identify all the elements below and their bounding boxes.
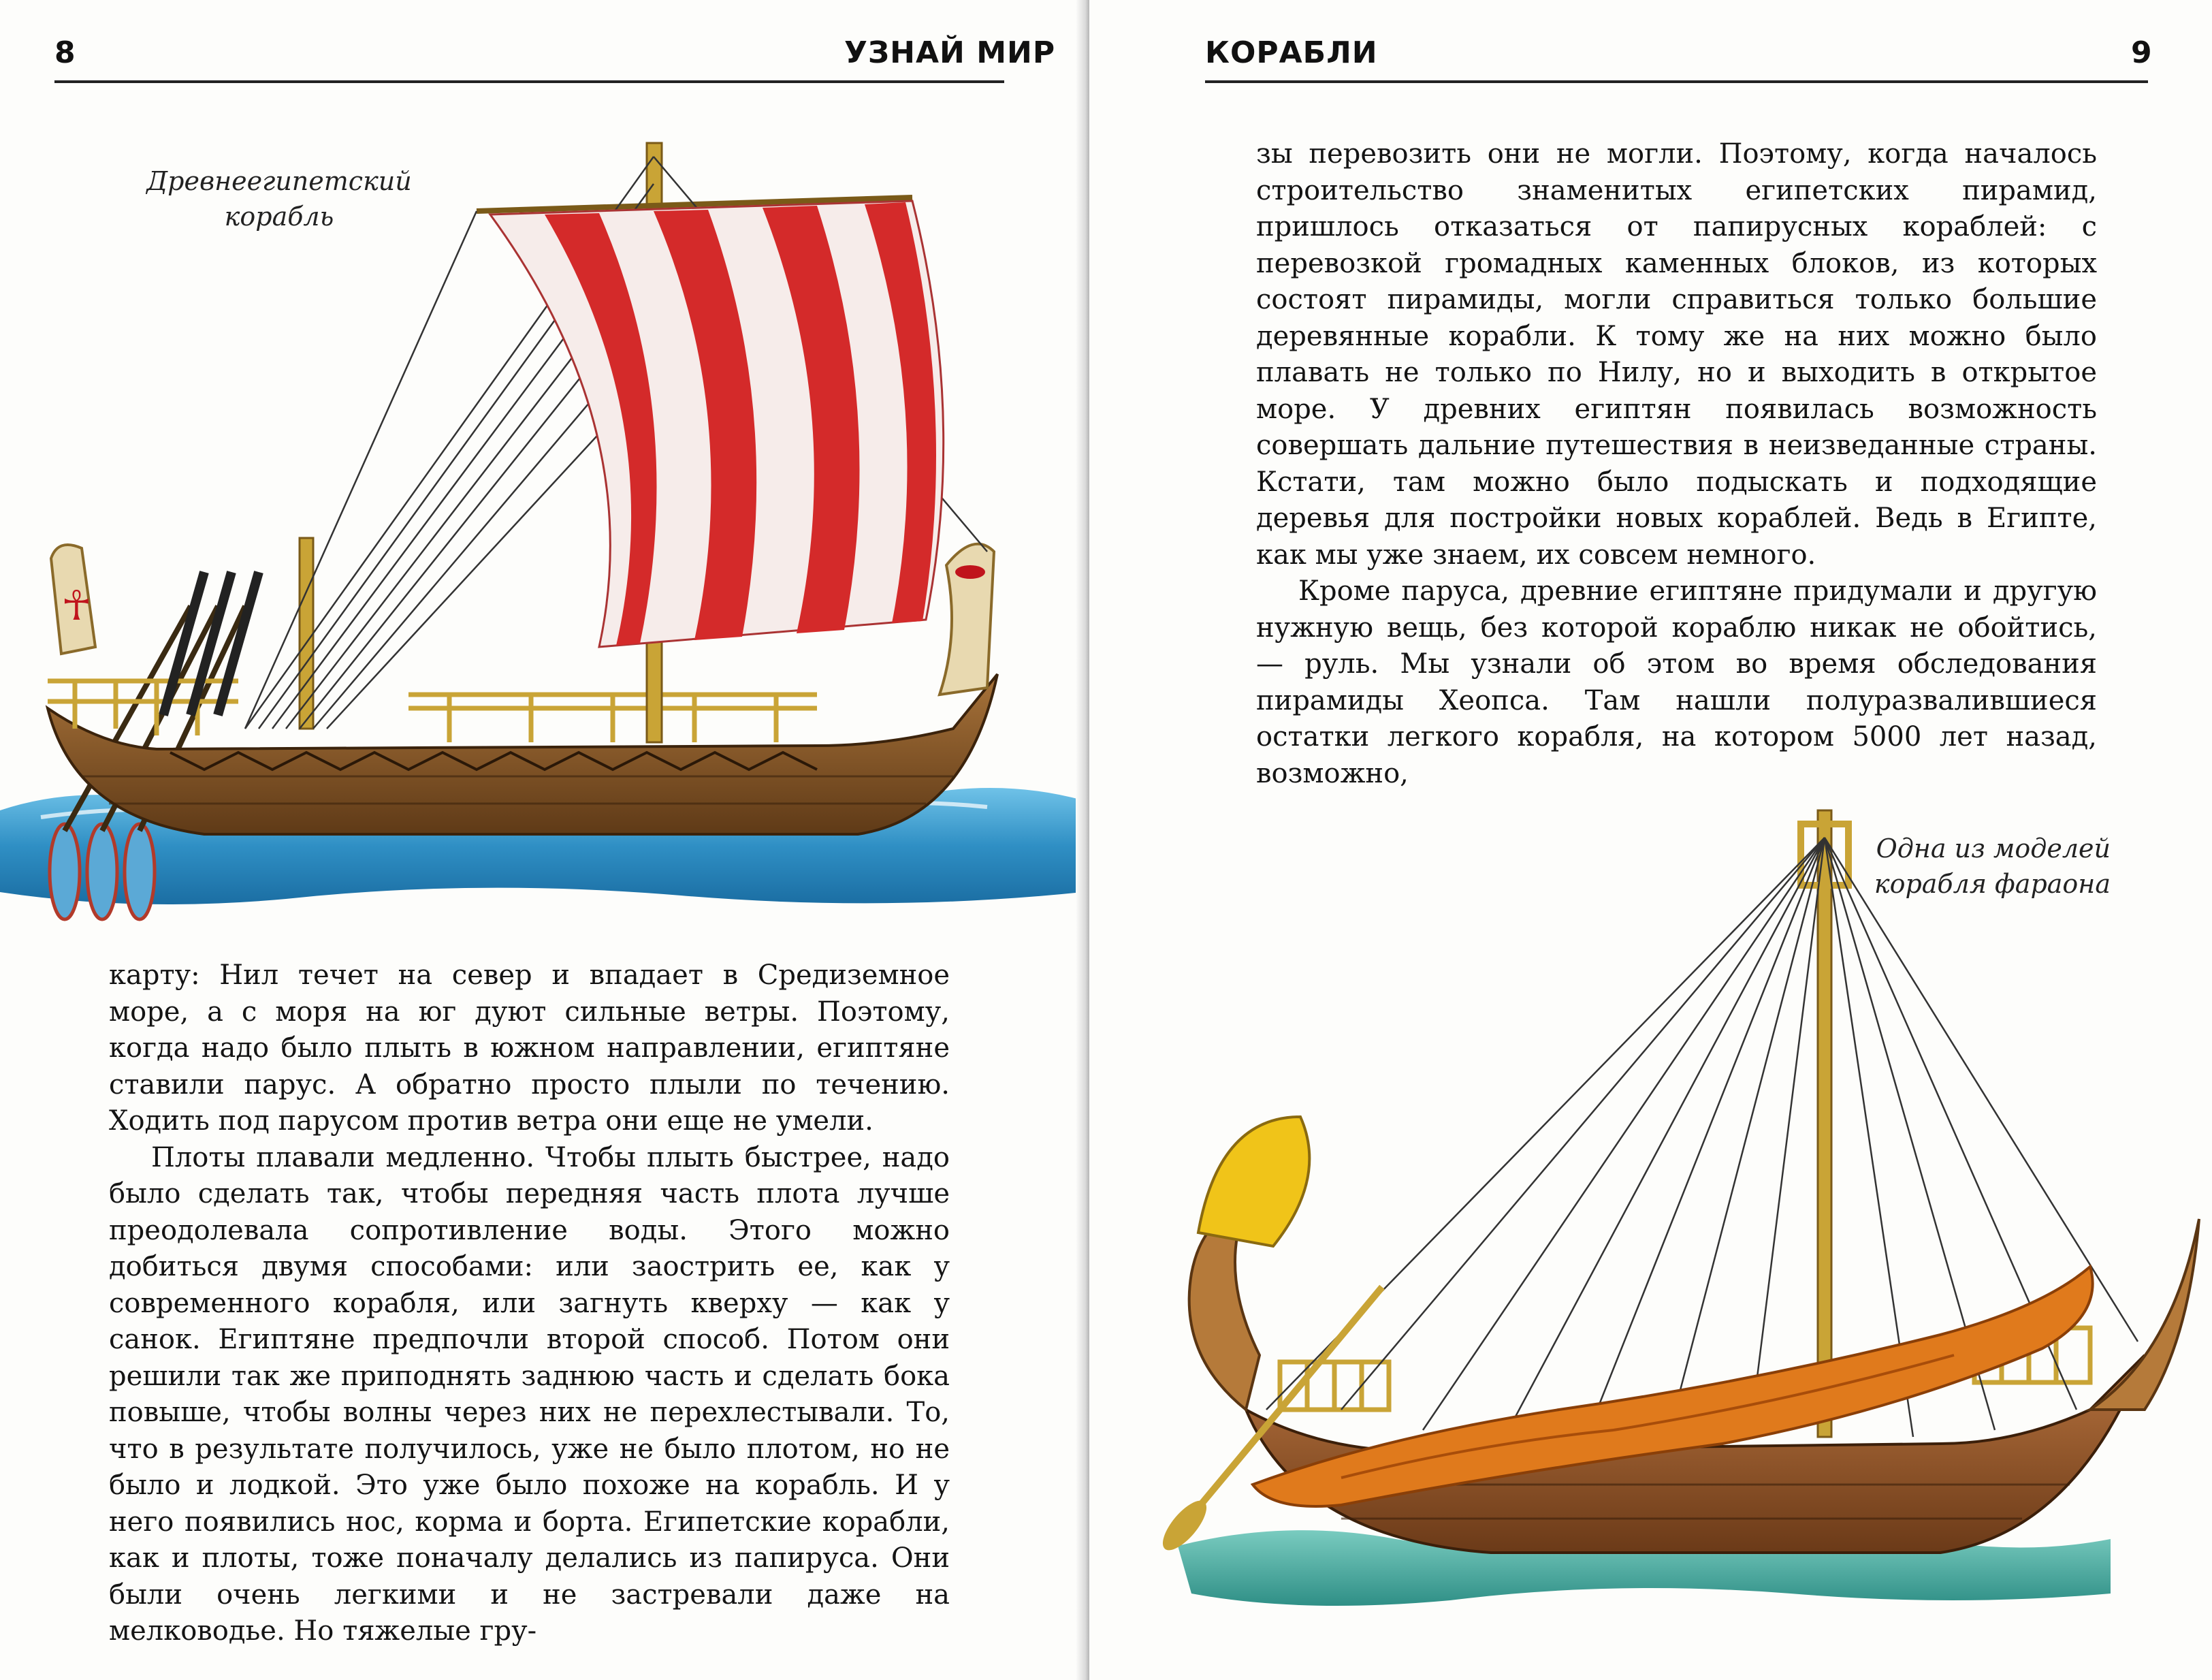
page-number-right: 9 (2131, 35, 2153, 70)
small-mast (300, 538, 313, 729)
ancient-egyptian-ship-illustration (0, 129, 1083, 947)
right-body-text (1256, 136, 2097, 792)
left-body-text (109, 957, 950, 1650)
paragraph: зы перевозить они не могли. Поэтому, когда началось строительство знаменитых египетских пирамид, пришлось отказаться от папирусных кораблей: с перевозкой громадных каменных блоков, из которых состоят пирамиды, могли справиться только большие деревянные корабли. К тому же на них можно было плавать не только по Нилу, но и выходить в открытое море. У древних египтян появилась возможность совершать дальние путешествия в неизведанные страны. Кстати, там можно было подыскать и подходящие деревья для постройки новых кораблей. Ведь в Египте, как мы уже знаем, их совсем немного. (1256, 138, 2097, 571)
caption-line-1: Древнеегипетский (146, 166, 412, 196)
page-number-left: 8 (54, 35, 76, 70)
header-rule-left (54, 80, 1004, 83)
paragraph: Кроме паруса, древние египтяне придумали и другую нужную вещь, без которой кораблю никак не обойтись, — руль. Мы узнали об этом во время обследования пирамиды Хеопса. Там нашли полуразвалившиеся остатки легкого корабля, на котором 5000 лет назад, возможно, (1256, 575, 2097, 789)
paragraph: карту: Нил течет на север и впадает в Средиземное море, а с моря на юг дуют сильные ветры. Поэтому, когда надо было плыть в южном направлении, египтяне ставили парус. А обратно просто плыли по течению. Ходить под парусом против ветра они еще не умели. (109, 960, 950, 1137)
pharaoh-ship-illustration (1137, 797, 2212, 1680)
striped-sail (490, 201, 944, 647)
right-page (1089, 0, 2212, 1680)
left-page (0, 0, 1083, 1680)
main-mast (1818, 810, 1831, 1437)
svg-text:☥: ☥ (61, 582, 92, 630)
paragraph: Плоты плавали медленно. Чтобы плыть быстрее, надо было сделать так, чтобы передняя часть плота лучше преодолевала сопротивление воды. Этого можно добиться двумя способами: или заострить ее, как у современного корабля, или загнуть кверху — как у санок. Египтяне предпочли второй способ. Потом они решили так же приподнять заднюю часть и сделать бока повыше, чтобы волны через них не перехлестывали. То, что в результате получилось, уже не было плотом, но не было и лодкой. Это уже было похоже на корабль. И у него появились нос, корма и борта. Египетские корабли, как и плоты, тоже поначалу делались из папируса. Они были очень легкими и не застревали даже на мелководье. Но тяжелые гру- (109, 1141, 950, 1647)
curved-bow (2090, 1219, 2199, 1410)
section-title-right: КОРАБЛИ (1205, 35, 1378, 70)
ship-hull (48, 674, 997, 834)
caption-line-2: корабль (224, 202, 334, 232)
caption-line-1: Одна из моделей (1876, 834, 2111, 863)
fan-ornament (1198, 1117, 1309, 1246)
caption-line-2: корабля фараона (1874, 869, 2111, 899)
header-rule-right (1205, 80, 2148, 83)
section-title-left: УЗНАЙ МИР (844, 35, 1056, 70)
